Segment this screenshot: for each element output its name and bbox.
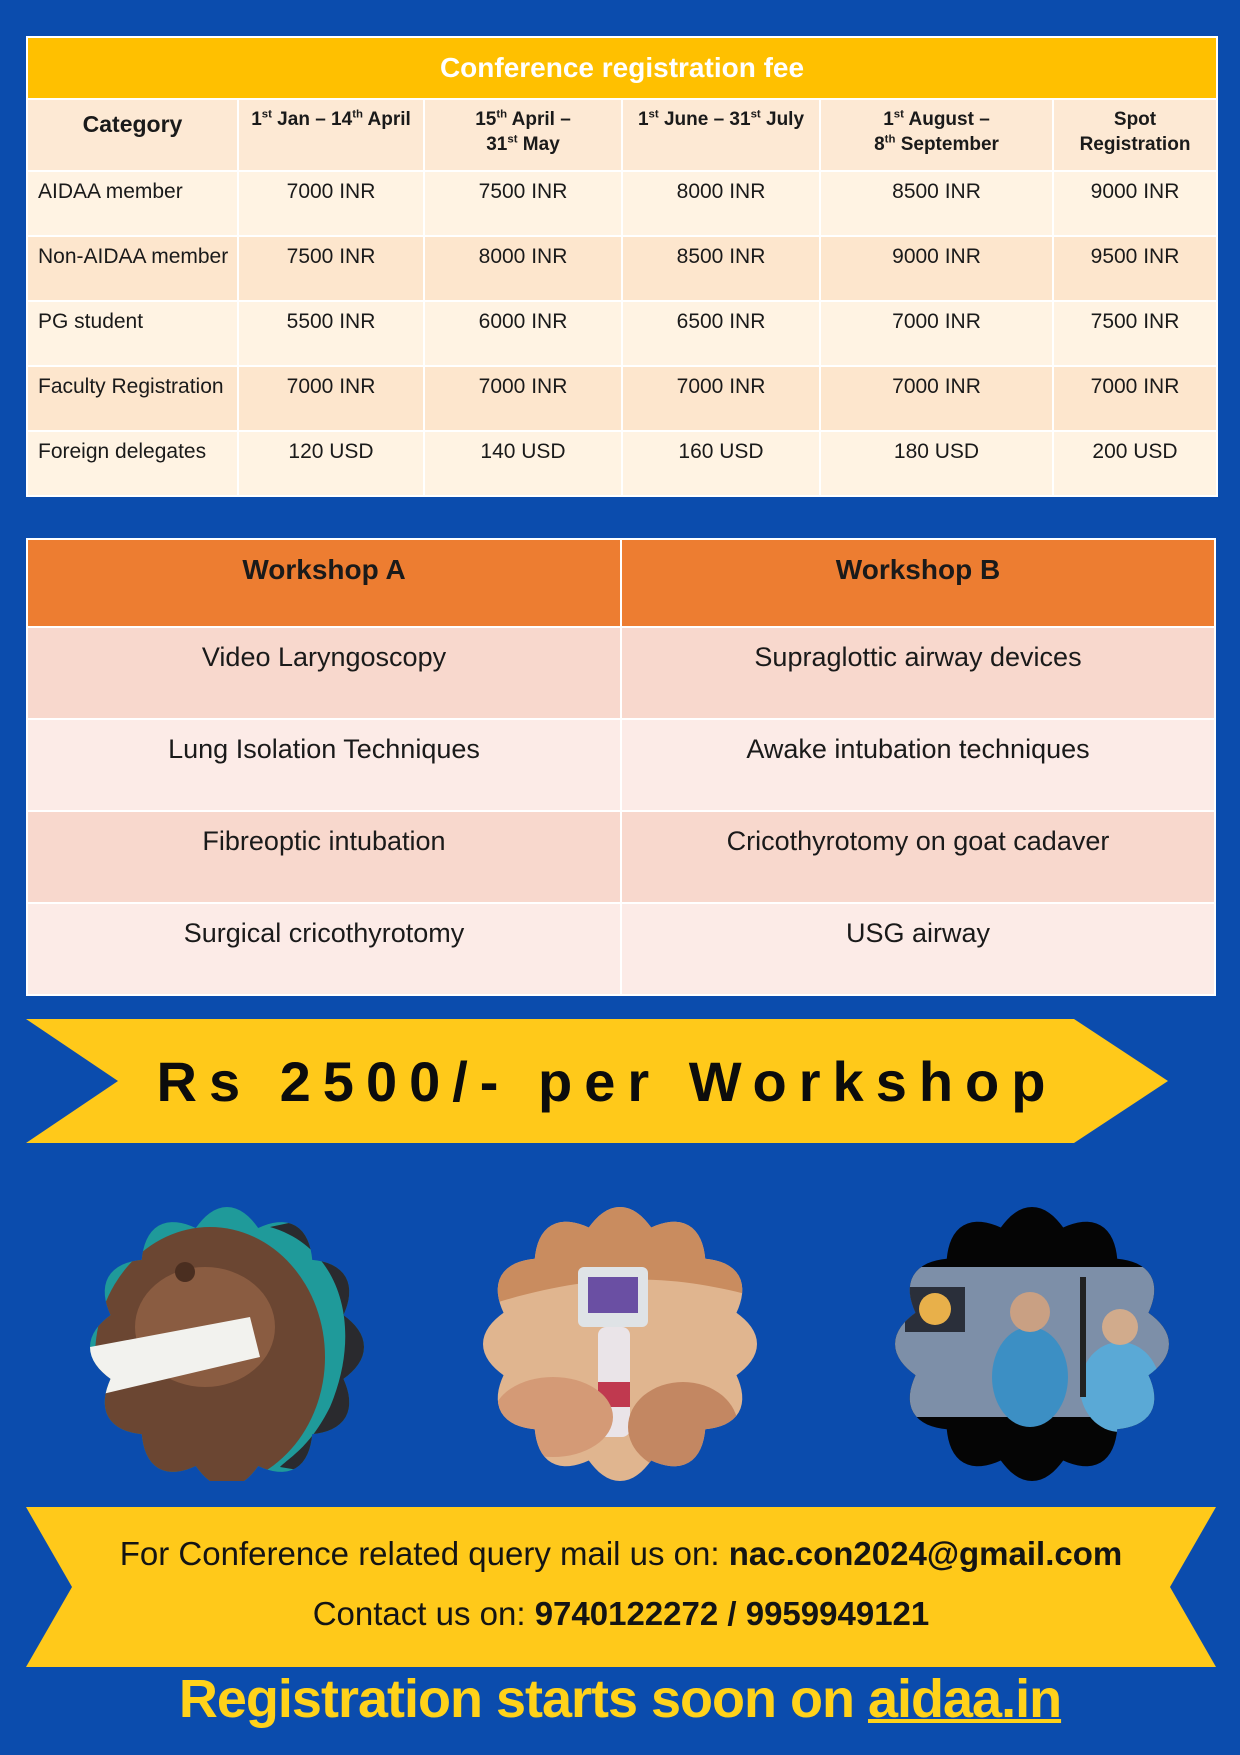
fee-value: 140 USD [424,431,622,496]
fibreoptic-procedure-photo [895,1207,1169,1481]
header-period-2: 15th April – 31st May [424,99,622,171]
fee-row [27,301,1217,366]
fee-category: Foreign delegates [27,431,238,496]
fee-row [27,431,1217,496]
workshop-table [26,538,1216,996]
intubation-photo [90,1207,364,1481]
email-line [26,1535,1216,1573]
fee-value: 7500 INR [424,171,622,236]
fee-category: PG student [27,301,238,366]
fee-value: 5500 INR [238,301,424,366]
fee-value: 7500 INR [238,236,424,301]
email-prefix: For Conference related query mail us on: [119,1535,729,1572]
fee-value: 7000 INR [622,366,820,431]
header-period-4: 1st August – 8th September [820,99,1053,171]
registration-footer [0,1668,1240,1730]
fee-category: AIDAA member [27,171,238,236]
fee-value: 7000 INR [238,366,424,431]
fee-row [27,366,1217,431]
fee-row [27,236,1217,301]
fee-table-title: Conference registration fee [27,37,1217,99]
video-laryngoscope-photo [483,1207,757,1481]
phone-prefix: Contact us on: [312,1595,535,1632]
fee-category: Faculty Registration [27,366,238,431]
workshop-a-item: Surgical cricothyrotomy [27,903,621,995]
contact-phones[interactable]: 9740122272 / 9959949121 [534,1595,930,1632]
footer-text: Registration starts soon on [178,1669,868,1729]
fee-value: 6000 INR [424,301,622,366]
fee-value: 8000 INR [424,236,622,301]
workshop-row [27,719,1215,811]
workshop-price-text: Rs 2500/- per Workshop [156,1049,1058,1113]
workshop-row [27,627,1215,719]
workshop-b-header: Workshop B [621,539,1215,627]
workshop-a-item: Lung Isolation Techniques [27,719,621,811]
website-link[interactable]: aidaa.in [868,1669,1062,1729]
workshop-b-item: USG airway [621,903,1215,995]
fee-row [27,171,1217,236]
fee-value: 180 USD [820,431,1053,496]
registration-fee-table [26,36,1218,497]
workshop-a-item: Fibreoptic intubation [27,811,621,903]
contact-banner-shape [26,1507,1216,1667]
workshop-row [27,811,1215,903]
fee-value: 120 USD [238,431,424,496]
fee-value: 8000 INR [622,171,820,236]
fee-value: 7000 INR [424,366,622,431]
fee-value: 7000 INR [1053,366,1217,431]
header-category: Category [27,99,238,171]
workshop-row [27,903,1215,995]
workshop-b-item: Awake intubation techniques [621,719,1215,811]
fee-value: 160 USD [622,431,820,496]
fee-value: 7000 INR [820,301,1053,366]
workshop-a-item: Video Laryngoscopy [27,627,621,719]
contact-email[interactable]: nac.con2024@gmail.com [728,1535,1123,1572]
workshop-price-banner [26,1019,1168,1143]
header-period-1: 1st Jan – 14th April [238,99,424,171]
fee-value: 9000 INR [820,236,1053,301]
fee-value: 200 USD [1053,431,1217,496]
phone-line [26,1595,1216,1633]
contact-banner [26,1507,1216,1667]
fee-value: 9000 INR [1053,171,1217,236]
fee-value: 8500 INR [622,236,820,301]
fee-value: 7000 INR [820,366,1053,431]
fee-value: 6500 INR [622,301,820,366]
workshop-a-header: Workshop A [27,539,621,627]
workshop-b-item: Supraglottic airway devices [621,627,1215,719]
fee-value: 8500 INR [820,171,1053,236]
workshop-b-item: Cricothyrotomy on goat cadaver [621,811,1215,903]
fee-value: 7000 INR [238,171,424,236]
fee-category: Non-AIDAA member [27,236,238,301]
header-spot-registration: Spot Registration [1053,99,1217,171]
header-period-3: 1st June – 31st July [622,99,820,171]
fee-value: 9500 INR [1053,236,1217,301]
fee-value: 7500 INR [1053,301,1217,366]
